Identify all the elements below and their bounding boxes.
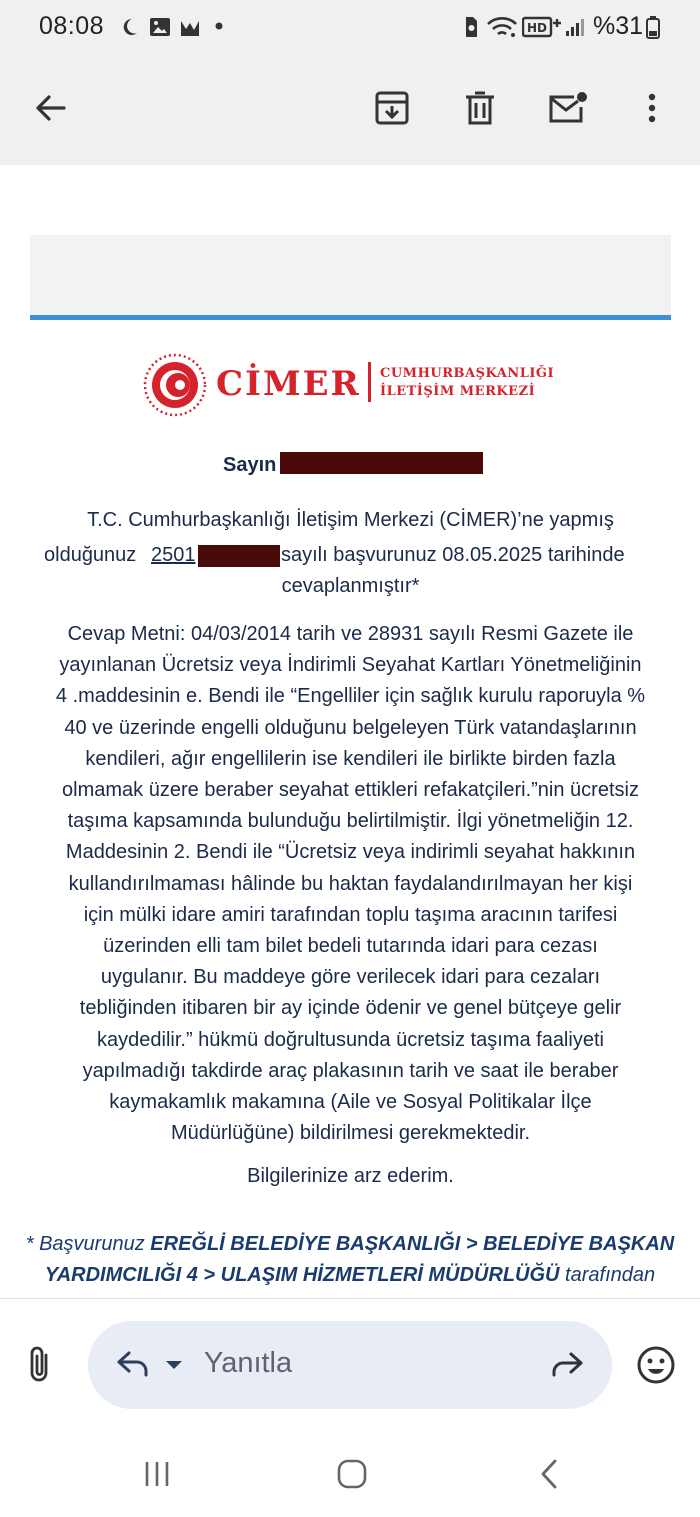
more-options-button[interactable] bbox=[629, 85, 675, 131]
answer-line: kaymakamlık makamına (Aile ve Sosyal Politikalar İlçe bbox=[109, 1091, 592, 1113]
image-icon bbox=[148, 15, 172, 39]
reply-bar bbox=[0, 1298, 700, 1428]
recent-apps-icon[interactable] bbox=[142, 1460, 172, 1488]
email-body bbox=[0, 165, 700, 1298]
battery-icon bbox=[646, 15, 660, 39]
reply-input[interactable] bbox=[88, 1321, 612, 1409]
routing-notice-line-1 bbox=[0, 1233, 700, 1256]
closing-line: Bilgilerinize arz ederim. bbox=[247, 1165, 454, 1187]
logo-subtitle-1: CUMHURBAŞKANLIĞI bbox=[380, 366, 555, 381]
home-icon[interactable] bbox=[336, 1458, 368, 1490]
intro-line-1: T.C. Cumhurbaşkanlığı İletişim Merkezi (CİMER)’ne yapmış bbox=[87, 509, 614, 531]
status-time: 08:08 bbox=[39, 12, 105, 40]
hd-plus-icon bbox=[522, 15, 562, 39]
answer-line: uygulanır. Bu maddeye göre verilecek idari para cezaları bbox=[100, 966, 601, 988]
attach-button[interactable] bbox=[22, 1345, 58, 1390]
cimer-logo bbox=[142, 350, 572, 416]
application-number-visible: 2501 bbox=[151, 544, 196, 566]
dot-icon bbox=[214, 21, 224, 31]
routing-path-1: EREĞLİ BELEDİYE BAŞKANLIĞI > BELEDİYE BAŞKAN bbox=[150, 1233, 675, 1255]
status-bar bbox=[0, 0, 700, 55]
back-nav-icon[interactable] bbox=[538, 1458, 560, 1490]
answer-line: Müdürlüğüne) bildirilmesi gerekmektedir. bbox=[170, 1122, 531, 1144]
answer-line: yapılmadığı takdirde araç plakasının tarih ve saat ile beraber bbox=[82, 1060, 619, 1082]
answer-line: için mülki idare amiri tarafından toplu taşıma aracının tarifesi bbox=[83, 904, 618, 926]
email-toolbar bbox=[0, 55, 700, 165]
application-number bbox=[151, 544, 196, 567]
greeting-line bbox=[30, 452, 671, 482]
mark-unread-button[interactable] bbox=[545, 85, 591, 131]
more-vertical-icon bbox=[647, 92, 657, 124]
chevron-down-icon[interactable] bbox=[164, 1359, 184, 1371]
back-arrow-icon bbox=[34, 93, 68, 123]
wifi-icon bbox=[486, 16, 518, 38]
answer-line: tebliğinden itibaren bir ay içinde ödenir ve genel bütçeye gelir bbox=[79, 997, 622, 1019]
greeting-word: Sayın bbox=[223, 454, 277, 476]
email-header-band bbox=[30, 235, 671, 317]
battery-percent: %31 bbox=[593, 12, 644, 40]
answer-line: kaydedilir.” hükmü doğrultusunda ücretsiz taşıma faaliyeti bbox=[97, 1029, 604, 1051]
redacted-application-number bbox=[198, 545, 280, 567]
delete-button[interactable] bbox=[457, 85, 503, 131]
reply-placeholder: Yanıtla bbox=[204, 1347, 293, 1379]
routing-notice-line-2 bbox=[0, 1264, 700, 1287]
answer-line: üzerinden elli tam bilet bedeli tutarında idari para cezası bbox=[103, 935, 598, 957]
logo-separator bbox=[368, 362, 371, 402]
gallery-icon bbox=[178, 15, 202, 39]
answer-line: Maddesinin 2. Bendi ile “Ücretsiz veya indirimli seyahat hakkının bbox=[65, 841, 636, 863]
trash-icon bbox=[464, 90, 496, 126]
answer-line: taşıma kapsamında bulunduğu belirtilmiştir. İlgi yönetmeliğin 12. bbox=[67, 810, 634, 832]
paperclip-icon bbox=[22, 1345, 58, 1385]
mark-unread-icon bbox=[548, 91, 588, 125]
system-navigation-bar bbox=[0, 1428, 700, 1517]
moon-icon bbox=[118, 16, 140, 38]
answer-line: olmamak üzere beraber seyahat ettikleri refakatçileri.”nin ücretsiz bbox=[62, 779, 639, 801]
routing-path-2: YARDIMCILIĞI 4 > ULAŞIM HİZMETLERİ MÜDÜRLÜĞÜ bbox=[44, 1264, 560, 1286]
answer-line: kullandırılmaması hâlinde bu haktan faydalandırılmayan her kişi bbox=[68, 873, 633, 895]
logo-subtitle-2: İLETİŞİM MERKEZİ bbox=[380, 384, 536, 399]
answer-line: 4 .maddesinin e. Bendi ile “Engelliler için sağlık kurulu raporuyla % bbox=[55, 685, 646, 707]
archive-button[interactable] bbox=[369, 85, 415, 131]
routing-suffix: tarafından bbox=[565, 1264, 656, 1286]
answer-line: 40 ve üzerinde engelli olduğunu belgeleyen Türk vatandaşlarının bbox=[64, 717, 637, 739]
back-button[interactable] bbox=[28, 85, 74, 131]
cimer-emblem-icon bbox=[142, 352, 208, 418]
emoji-button[interactable] bbox=[636, 1345, 676, 1390]
answer-line: yayınlanan Ücretsiz veya İndirimli Seyahat Kartları Yönetmeliğinin bbox=[59, 654, 642, 676]
message-card bbox=[30, 320, 671, 1298]
svg-text:HD: HD bbox=[527, 21, 548, 35]
signal-icon bbox=[564, 16, 586, 38]
emoji-icon bbox=[636, 1345, 676, 1385]
intro-line-2-suffix: sayılı başvurunuz 08.05.2025 tarihinde bbox=[281, 544, 625, 566]
logo-wordmark: CİMER bbox=[216, 364, 361, 404]
routing-prefix: * Başvurunuz bbox=[25, 1233, 145, 1255]
redacted-recipient-name bbox=[280, 452, 483, 474]
intro-line-3: cevaplanmıştır* bbox=[281, 575, 420, 597]
reply-icon bbox=[116, 1349, 150, 1379]
archive-icon bbox=[374, 90, 410, 126]
answer-line: kendileri, ağır engellilerin ise kendileri ile birlikte birden fazla bbox=[85, 748, 616, 770]
forward-icon[interactable] bbox=[550, 1351, 584, 1379]
intro-line-2-prefix: olduğunuz bbox=[44, 544, 137, 566]
sim-icon bbox=[463, 15, 479, 39]
answer-line: Cevap Metni: 04/03/2014 tarih ve 28931 sayılı Resmi Gazete ile bbox=[67, 623, 634, 645]
